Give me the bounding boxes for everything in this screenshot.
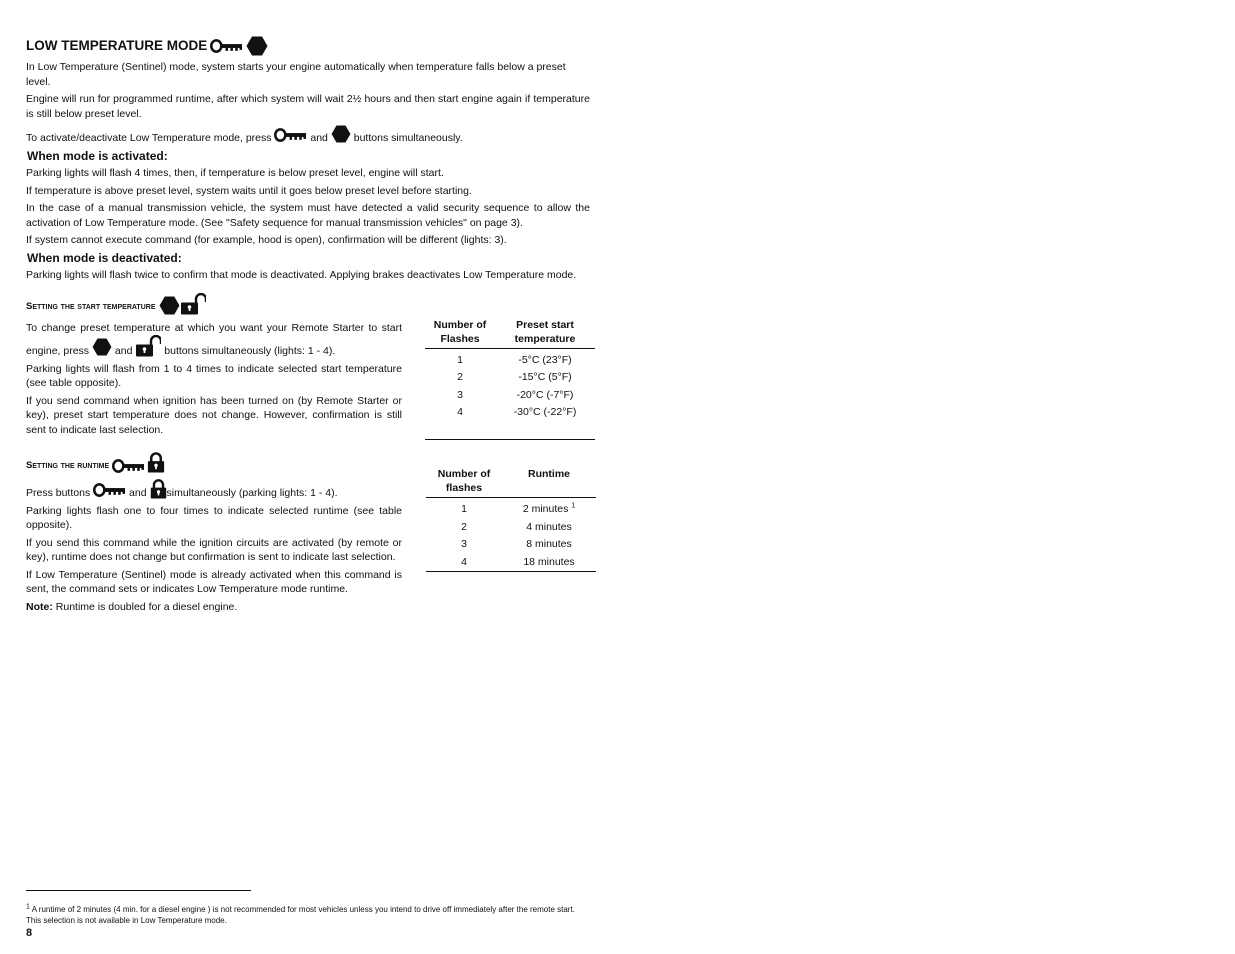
runtime-note: Note: Runtime is doubled for a diesel engine. [26, 600, 238, 613]
runtime-section [26, 468, 590, 617]
table-row: 3 8 minutes [461, 538, 572, 550]
runtime-text [26, 479, 402, 617]
activated-paragraph: In the case of a manual transmission vehicle, the system must have detected a valid security sequence to allow the activation of Low Temperature mode. (See "Safety sequence for manual transmission vehicles" on page 3). [26, 202, 590, 229]
deactivated-paragraph: Parking lights will flash twice to confirm that mode is deactivated. Applying brakes deactivates Low Temperature mode. [26, 269, 577, 281]
activated-paragraph: If temperature is above preset level, system waits until it goes below preset level before starting. [26, 184, 472, 197]
table-header: Number of Flashes [433, 318, 487, 345]
hexagon-button-icon [246, 36, 268, 56]
unlock-icon [180, 293, 206, 315]
table-row: 1 -5°C (23°F) [457, 353, 572, 366]
hexagon-button-icon [159, 296, 180, 315]
footnote: $^1$ A runtime of 2 minutes (4 min. for a diesel engine ) is not recommended for most vehicles unless you intend to drive off immediately after the remote start. This selection is not available in Low Temperature mode. [26, 903, 575, 925]
page-content [26, 36, 590, 617]
start-temp-paragraph: Parking lights will flash from 1 to 4 times to indicate selected start temperature (see table opposite). [26, 362, 402, 389]
table-row: 2 -15°C (5°F) [457, 371, 572, 383]
runtime-paragraph: If you send this command while the ignition circuits are activated (by remote or key), runtime does not change but confirmation is sent to indicate last selection. [26, 536, 402, 563]
start-temp-heading: Setting the start temperature [26, 293, 590, 315]
activated-paragraph: If system cannot execute command (for example, hood is open), confirmation will be different (lights: 3). [26, 234, 507, 246]
table-header: Runtime [528, 468, 570, 480]
runtime-table [426, 467, 596, 572]
footnote-marker: 1 [26, 903, 30, 911]
runtime-table-wrap [426, 467, 596, 617]
start-temp-paragraph: If you send command when ignition has been turned on (by Remote Starter or key), preset start temperature does not change. However, confirmation is still sent to indicate last selection. [26, 394, 402, 436]
key-icon [112, 459, 145, 473]
table-header: Number of flashes [437, 468, 491, 494]
table-header: Preset start temperature [514, 318, 576, 345]
start-temp-text [26, 321, 402, 441]
start-temp-table [425, 318, 595, 428]
start-temp-section [26, 318, 590, 441]
activated-paragraph: Parking lights will flash 4 times, then, if temperature is below preset level, engine will start. [26, 167, 444, 179]
table-row: 2 4 minutes [461, 520, 572, 533]
key-icon [210, 39, 243, 53]
unlock-icon [135, 335, 161, 357]
runtime-heading: Setting the runtime [26, 452, 590, 473]
section-title: LOW TEMPERATURE MODE [26, 36, 590, 56]
start-temp-instruction: To change preset temperature at which you want your Remote Starter to start engine, press and buttons simultaneously (lights: 1 - 4). [26, 321, 402, 357]
lock-icon [147, 452, 165, 473]
table-row: 4 18 minutes [461, 555, 575, 568]
runtime-paragraph: If Low Temperature (Sentinel) mode is already activated when this command is sent, the command sets or indicates Low Temperature mode runtime. [26, 568, 402, 595]
start-temp-table-wrap [425, 318, 595, 441]
key-icon [274, 128, 307, 142]
deactivated-heading: When mode is deactivated: [27, 250, 182, 265]
activate-instruction: To activate/deactivate Low Temperature mode, press and buttons simultaneously. [26, 125, 590, 146]
hexagon-button-icon [331, 125, 351, 143]
page-number: 8 [26, 927, 33, 939]
activated-heading: When mode is activated: [27, 148, 168, 163]
lock-icon [150, 479, 167, 499]
intro-paragraph-1: In Low Temperature (Sentinel) mode, system starts your engine automatically when temperature falls below a preset level. [26, 61, 566, 88]
intro-paragraph-2: Engine will run for programmed runtime, after which system will wait 2½ hours and then start engine again if temperature is still below preset level. [26, 93, 590, 120]
runtime-instruction: Press buttons and simultaneously (parking lights: 1 - 4). [26, 479, 402, 501]
key-icon [93, 483, 126, 497]
runtime-paragraph: Parking lights flash one to four times to indicate selected runtime (see table opposite). [26, 504, 402, 531]
table-row: 1 2 minutes $^1$ [461, 502, 576, 515]
footnote-divider [26, 890, 251, 891]
footnote-marker: 1 [571, 502, 576, 510]
table-row: 4 -30°C (-22°F) [457, 406, 577, 418]
hexagon-button-icon [92, 338, 112, 356]
table-row: 3 -20°C (-7°F) [457, 388, 574, 401]
